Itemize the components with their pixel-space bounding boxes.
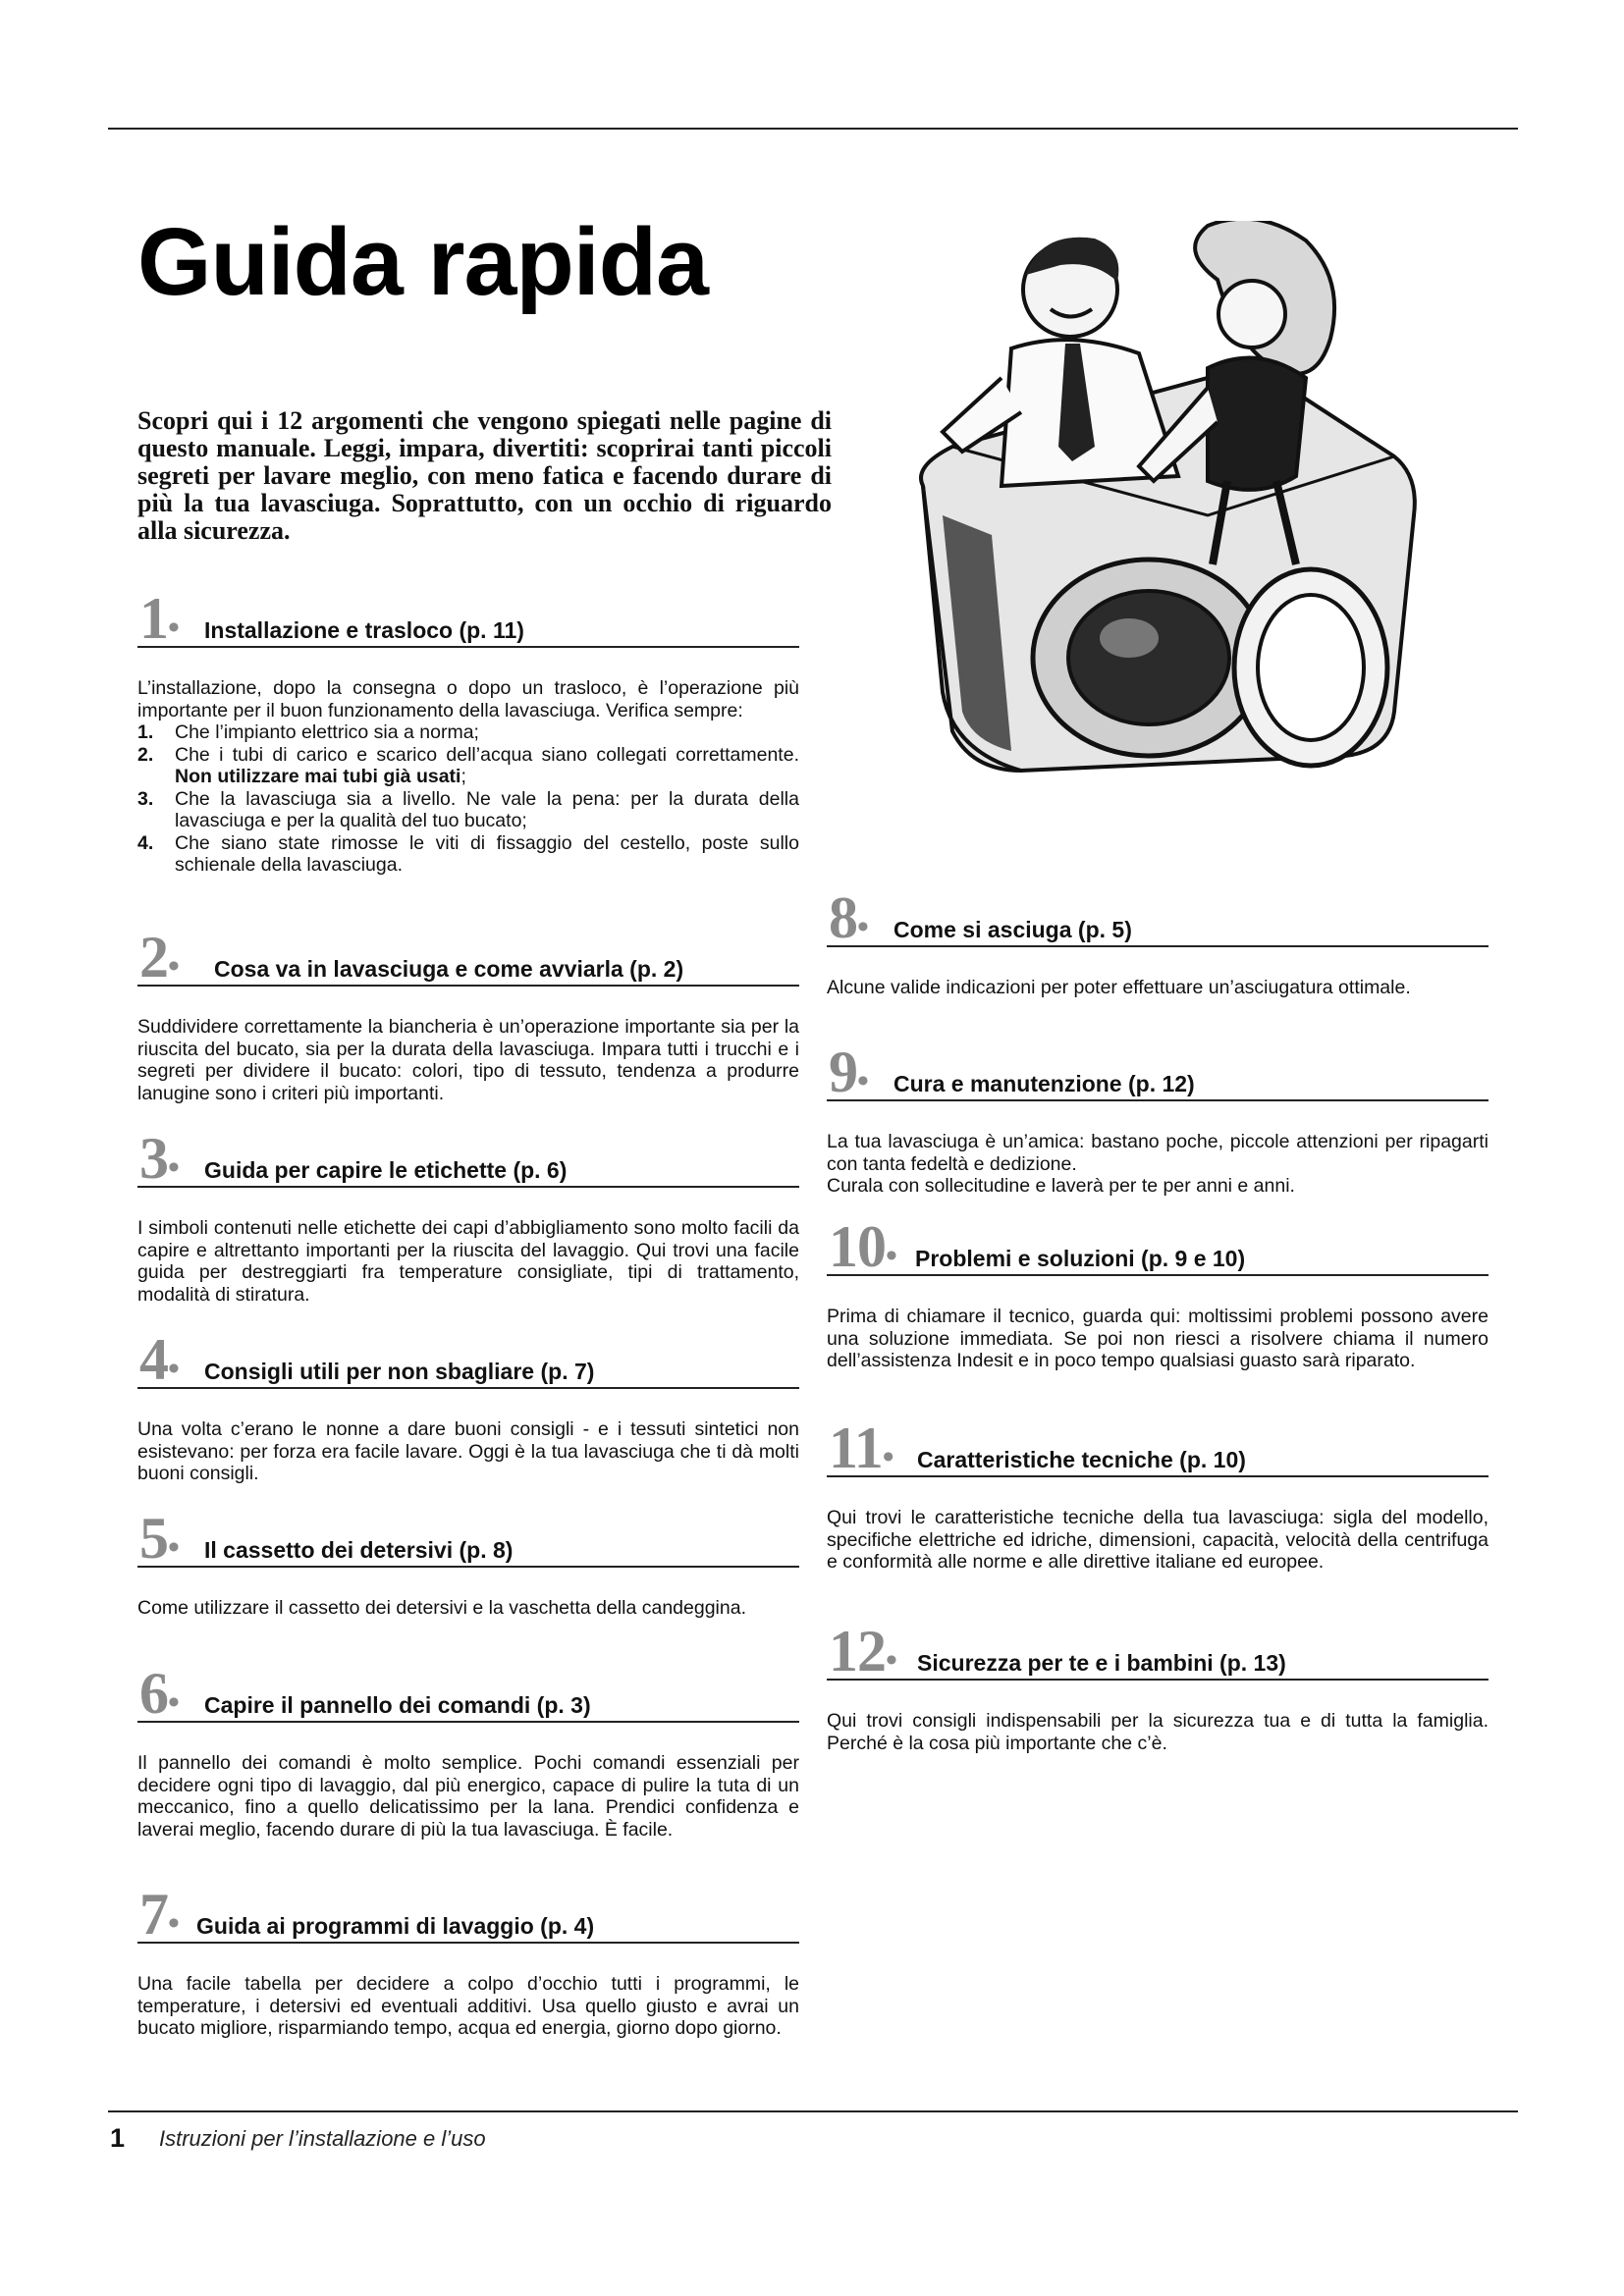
list-item: 2. Che i tubi di carico e scarico dell’acqua siano collegati correttamente. Non utilizzare mai tubi già usati;	[137, 743, 799, 787]
section-2-body: Suddividere correttamente la biancheria è un’operazione importante sia per la riuscita del bucato, sia per la durata della lavasciuga. Impara tutti i trucchi e i segreti per dividere il bucato: colori, tipo di tessuto, tendenza a produrre lanugine sono i criteri più importanti.	[137, 1016, 799, 1104]
section-6	[137, 1661, 799, 1841]
section-9	[827, 1042, 1489, 1198]
section-4-title: Consigli utili per non sbagliare (p. 7)	[204, 1359, 595, 1384]
section-9-body: La tua lavasciuga è un’amica: bastano poche, piccole attenzioni per ripagarti con tanta fedeltà e dedizione. Curala con sollecitudine e laverà per te per anni e anni.	[827, 1131, 1489, 1197]
section-5-body: Come utilizzare il cassetto dei detersivi e la vaschetta della candeggina.	[137, 1597, 747, 1619]
section-10-title: Problemi e soluzioni (p. 9 e 10)	[915, 1246, 1246, 1271]
top-rule	[108, 128, 1518, 130]
list-item: 3. Che la lavasciuga sia a livello. Ne vale la pena: per la durata della lavasciuga e per la qualità del tuo bucato;	[137, 787, 799, 831]
couple-washer-illustration	[884, 221, 1522, 790]
section-8-number: 8•	[829, 885, 868, 950]
section-1-number: 1•	[139, 586, 179, 651]
section-9-number: 9•	[829, 1040, 868, 1104]
footer-text: Istruzioni per l’installazione e l’uso	[159, 2126, 486, 2151]
section-8-body: Alcune valide indicazioni per poter effettuare un’asciugatura ottimale.	[827, 977, 1411, 998]
section-5	[137, 1506, 799, 1620]
page-title: Guida rapida	[137, 208, 708, 315]
section-4	[137, 1327, 799, 1485]
section-10	[827, 1214, 1489, 1372]
section-8-title: Come si asciuga (p. 5)	[893, 917, 1132, 942]
section-7-body: Una facile tabella per decidere a colpo d’occhio tutti i programmi, le temperature, i detersivi ed eventuali additivi. Usa quello giusto e avrai un bucato migliore, risparmiando tempo, acqua ed energia, giorno dopo giorno.	[137, 1973, 799, 2039]
section-1-checklist	[137, 721, 799, 877]
section-12	[827, 1619, 1489, 1754]
section-12-number: 12•	[829, 1619, 896, 1683]
list-item: 4. Che siano state rimosse le viti di fissaggio del cestello, poste sullo schienale della lavasciuga.	[137, 831, 799, 876]
bottom-rule	[108, 2110, 1518, 2112]
section-8	[827, 885, 1489, 999]
section-2	[137, 925, 799, 1104]
section-3-title: Guida per capire le etichette (p. 6)	[204, 1157, 568, 1183]
section-12-title: Sicurezza per te e i bambini (p. 13)	[917, 1650, 1286, 1676]
section-1-header	[137, 586, 799, 651]
section-1-intro: L’installazione, dopo la consegna o dopo un trasloco, è l’operazione più importante per il buon funzionamento della lavasciuga. Verifica sempre:	[137, 677, 799, 721]
section-10-body: Prima di chiamare il tecnico, guarda qui: moltissimi problemi possono avere una soluzione immediata. Se poi non riesci a risolvere chiama il numero dell’assistenza Indesit e in poco tempo qualsiasi guasto sarà riparato.	[827, 1306, 1489, 1371]
section-3	[137, 1126, 799, 1306]
section-11-title: Caratteristiche tecniche (p. 10)	[917, 1447, 1246, 1472]
section-1-body	[137, 677, 799, 877]
section-7	[137, 1882, 799, 2040]
section-10-number: 10•	[829, 1214, 896, 1279]
section-4-body: Una volta c’erano le nonne a dare buoni consigli - e i tessuti sintetici non esistevano: per forza era facile lavare. Oggi è la tua lavasciuga che ti dà molti buoni consigli.	[137, 1418, 799, 1484]
section-3-number: 3•	[139, 1126, 179, 1191]
section-7-number: 7•	[139, 1882, 179, 1947]
section-11	[827, 1415, 1489, 1574]
section-7-title: Guida ai programmi di lavaggio (p. 4)	[196, 1913, 595, 1939]
page-number: 1	[110, 2123, 126, 2153]
section-11-number: 11•	[829, 1415, 893, 1480]
list-item: 1. Che l’impianto elettrico sia a norma;	[137, 721, 479, 743]
section-2-number: 2•	[139, 925, 179, 989]
section-9-title: Cura e manutenzione (p. 12)	[893, 1071, 1195, 1096]
section-1-title: Installazione e trasloco (p. 11)	[204, 617, 524, 643]
section-11-body: Qui trovi le caratteristiche tecniche della tua lavasciuga: sigla del modello, specifiche elettriche ed idriche, dimensioni, capacità, velocità della centrifuga e conformità alle norme e alle direttive italiane ed europee.	[827, 1507, 1489, 1573]
section-5-number: 5•	[139, 1506, 179, 1571]
section-3-body: I simboli contenuti nelle etichette dei capi d’abbigliamento sono molto facili da capire e altrettanto importanti per la riuscita del lavaggio. Qui trovi una facile guida per destreggiarti fra temperature consigliate, tipi di trattamento, modalità di stiratura.	[137, 1217, 799, 1306]
section-12-body: Qui trovi consigli indispensabili per la sicurezza tua e di tutta la famiglia. Perché è la cosa più importante che c’è.	[827, 1710, 1489, 1754]
section-6-title: Capire il pannello dei comandi (p. 3)	[204, 1692, 591, 1718]
section-4-number: 4•	[139, 1327, 179, 1392]
section-5-title: Il cassetto dei detersivi (p. 8)	[204, 1537, 514, 1563]
intro-paragraph: Scopri qui i 12 argomenti che vengono spiegati nelle pagine di questo manuale. Leggi, impara, divertiti: scoprirai tanti piccoli segreti per lavare meglio, con meno fatica e facendo durare di più la tua lavasciuga. Soprattutto, con un occhio di riguardo alla sicurezza.	[137, 406, 832, 545]
section-2-title: Cosa va in lavasciuga e come avviarla (p. 2)	[214, 956, 684, 982]
section-6-number: 6•	[139, 1661, 179, 1726]
section-1	[137, 586, 799, 877]
section-6-body: Il pannello dei comandi è molto semplice. Pochi comandi essenziali per decidere ogni tipo di lavaggio, dal più energico, capace di pulire la tuta di un meccanico, fino a quello delicatissimo per la lana. Prendici confidenza e laverai meglio, facendo durare di più la tua lavasciuga. È facile.	[137, 1752, 799, 1841]
